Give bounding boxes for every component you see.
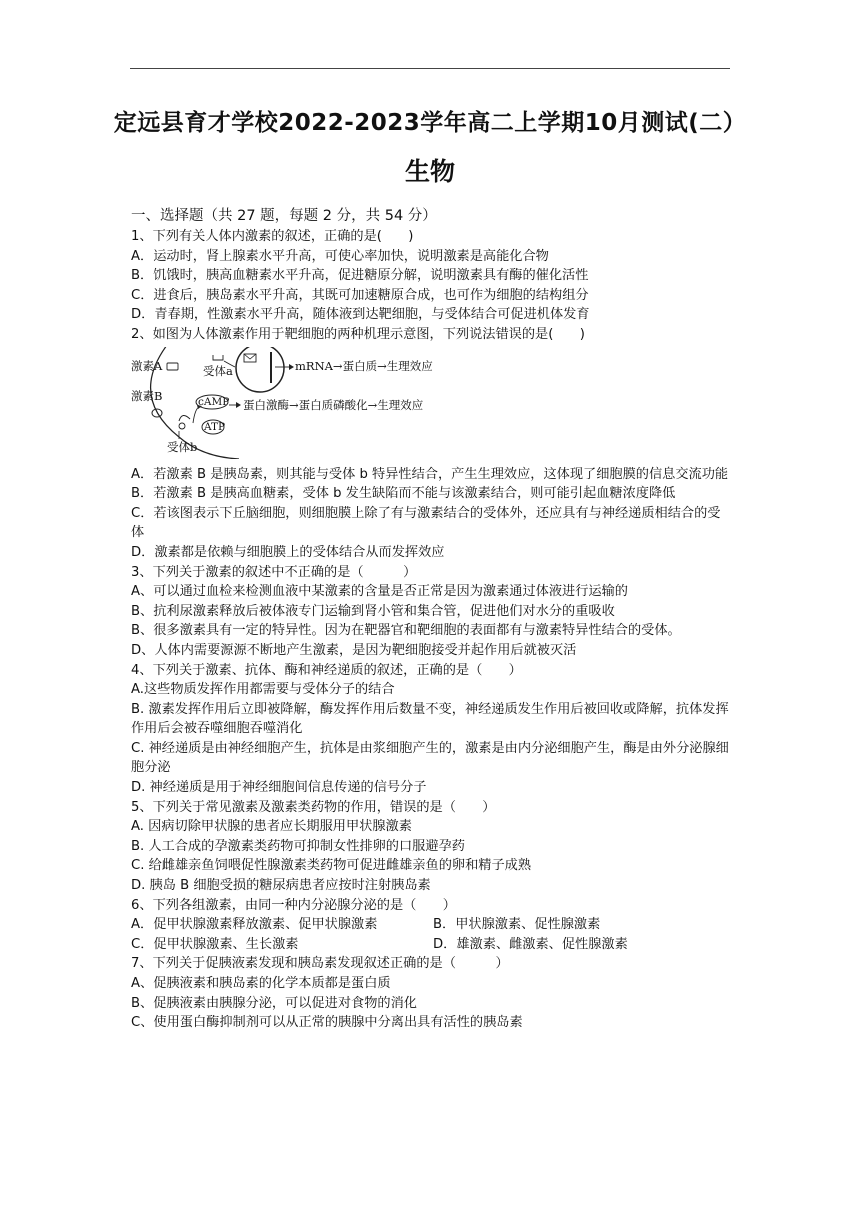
option-row-1 <box>131 915 731 935</box>
option-d: D．激素都是依赖与细胞膜上的受体结合从而发挥效应 <box>131 544 445 560</box>
option-c: C、使用蛋白酶抑制剂可以从正常的胰腺中分离出具有活性的胰岛素 <box>131 1015 523 1031</box>
option-b: B．饥饿时，胰高血糖素水平升高，促进糖原分解，说明激素具有酶的催化活性 <box>131 268 589 284</box>
option-a: A．若激素 B 是胰岛素，则其能与受体 b 特异性结合，产生生理效应，这体现了细胞膜的信息交流功能 <box>131 466 729 482</box>
question-5 <box>131 798 731 896</box>
option-a: A、促胰液素和胰岛素的化学本质都是蛋白质 <box>131 976 391 991</box>
option-d: D．青春期，性激素水平升高，随体液到达靶细胞，与受体结合可促进机体发育 <box>131 307 590 323</box>
section-heading: 一、选择题（共 27 题，每题 2 分，共 54 分） <box>131 208 437 224</box>
question-stem: 4、下列关于激素、抗体、酶和神经递质的叙述，正确的是（ ） <box>131 662 522 678</box>
hormone-b-label: 激素B <box>131 388 163 403</box>
kinase-chain-label: 蛋白激酶→蛋白质磷酸化→生理效应 <box>243 397 424 412</box>
question-2 <box>131 325 731 563</box>
option-b: B．甲状腺激素、促性腺激素 <box>433 917 601 933</box>
question-3 <box>131 563 731 661</box>
option-b: B、抗利尿激素释放后被体液专门运输到肾小管和集合管，促进他们对水分的重吸收 <box>131 603 615 619</box>
exam-body <box>131 206 731 1033</box>
camp-label: cAMP <box>198 395 230 408</box>
option-d: D. 神经递质是用于神经细胞间信息传递的信号分子 <box>131 780 427 796</box>
mrna-chain-label: mRNA→蛋白质→生理效应 <box>295 358 433 373</box>
question-6 <box>131 896 731 955</box>
option-d: D．雄激素、雌激素、促性腺激素 <box>433 936 628 952</box>
receptor-a-label: 受体a <box>203 363 233 378</box>
option-c: C．促甲状腺激素、生长激素 <box>131 936 299 952</box>
hormone-mechanism-diagram <box>127 347 457 459</box>
question-1 <box>131 227 731 325</box>
receptor-b-label: 受体b <box>167 439 198 454</box>
question-4 <box>131 661 731 798</box>
option-a: A. 因病切除甲状腺的患者应长期服用甲状腺激素 <box>131 819 412 835</box>
option-c: C. 神经递质是由神经细胞产生，抗体是由浆细胞产生的，激素是由内分泌细胞产生，酶是由外分泌腺细胞分泌 <box>131 740 729 776</box>
exam-title: 定远县育才学校2022-2023学年高二上学期10月测试(二） <box>113 110 747 136</box>
option-b: B．若激素 B 是胰高血糖素，受体 b 发生缺陷而不能与该激素结合，则可能引起血糖浓度降低 <box>131 486 676 502</box>
option-c: C．若该图表示下丘脑细胞，则细胞膜上除了有与激素结合的受体外，还应具有与神经递质相结合的受体 <box>131 505 721 541</box>
option-c: C．进食后，胰岛素水平升高，其既可加速糖原合成，也可作为细胞的结构组分 <box>131 287 589 303</box>
question-7 <box>131 954 731 1032</box>
option-b: B、促胰液素由胰腺分泌，可以促进对食物的消化 <box>131 995 417 1011</box>
option-b: B. 激素发挥作用后立即被降解，酶发挥作用后数量不变，神经递质发生作用后被回收或降解，抗体发挥作用后会被吞噬细胞吞噬消化 <box>131 701 729 737</box>
subject-title: 生物 <box>404 157 455 186</box>
question-stem: 1、下列有关人体内激素的叙述，正确的是( ) <box>131 229 414 244</box>
option-b: B. 人工合成的孕激素类药物可抑制女性排卵的口服避孕药 <box>131 838 465 854</box>
question-stem: 7、下列关于促胰液素发现和胰岛素发现叙述正确的是（ ） <box>131 956 509 972</box>
hormone-a-label: 激素A <box>131 358 163 373</box>
option-d: D、人体内需要源源不断地产生激素，是因为靶细胞接受并起作用后就被灭活 <box>131 642 577 658</box>
question-stem: 3、下列关于激素的叙述中不正确的是（ ） <box>131 564 417 580</box>
option-row-2 <box>131 935 731 955</box>
option-a: A、可以通过血检来检测血液中某激素的含量是否正常是因为激素通过体液进行运输的 <box>131 584 628 600</box>
atp-label: ATP <box>204 420 226 433</box>
header-rule <box>130 68 730 69</box>
question-stem: 2、如图为人体激素作用于靶细胞的两种机理示意图，下列说法错误的是( ) <box>131 326 585 342</box>
question-stem: 6、下列各组激素，由同一种内分泌腺分泌的是（ ） <box>131 897 456 913</box>
option-d: D. 胰岛 B 细胞受损的糖尿病患者应按时注射胰岛素 <box>131 878 431 894</box>
question-stem: 5、下列关于常见激素及激素类药物的作用，错误的是（ ） <box>131 799 496 815</box>
option-a: A．运动时，肾上腺素水平升高，可使心率加快，说明激素是高能化合物 <box>131 248 549 264</box>
option-c: C. 给雌雄亲鱼饲喂促性腺激素类药物可促进雌雄亲鱼的卵和精子成熟 <box>131 858 532 874</box>
option-a: A．促甲状腺激素释放激素、促甲状腺激素 <box>131 917 378 933</box>
option-a: A.这些物质发挥作用都需要与受体分子的结合 <box>131 682 395 698</box>
option-b-second: B、很多激素具有一定的特异性。因为在靶器官和靶细胞的表面都有与激素特异性结合的受体。 <box>131 623 681 639</box>
